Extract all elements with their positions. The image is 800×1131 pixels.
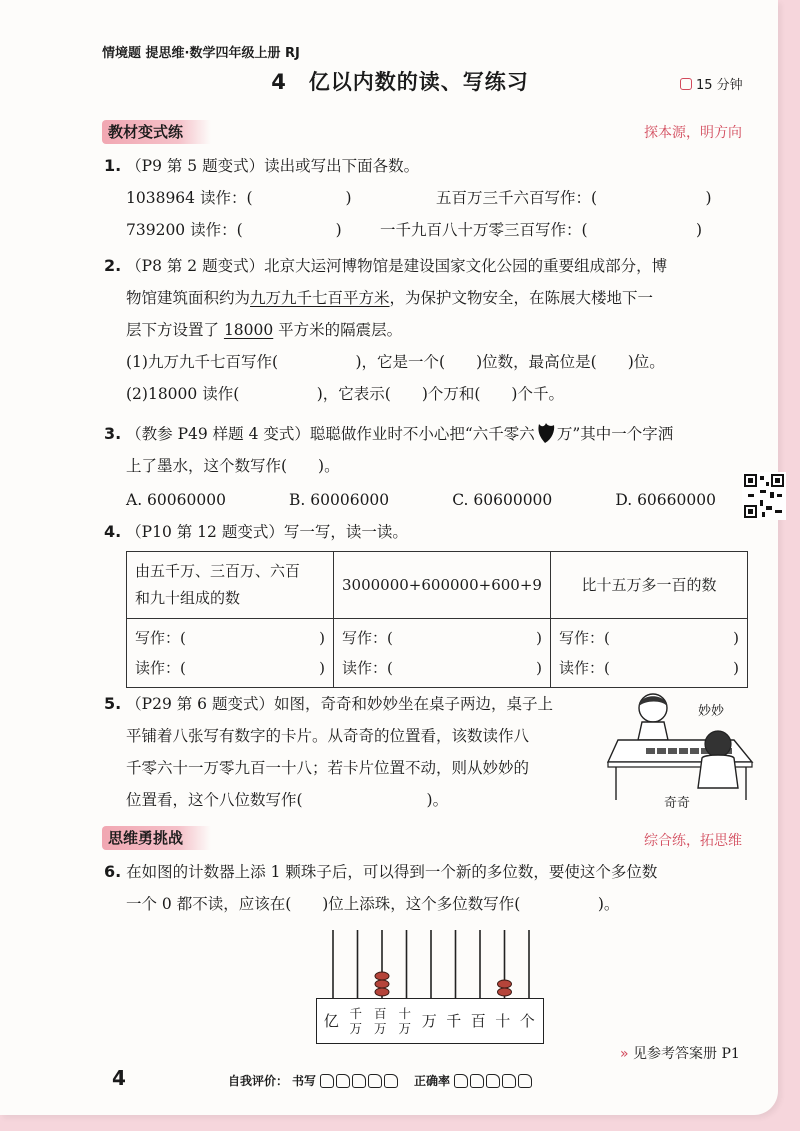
clock-icon [680,78,692,90]
self-eval-label: 自我评价： [228,1074,289,1088]
ink-blot-icon [536,422,556,444]
question-number: 6. [104,862,122,881]
question-text: （P9 第 5 题变式）读出或写出下面各数。 [126,157,420,175]
text-segment: 平方米的隔震层。 [273,321,403,339]
answer-reference-text: 见参考答案册 P1 [633,1046,740,1062]
q5-illustration [606,688,756,810]
write-label: 写作：( [558,629,610,647]
question-number: 5. [104,694,122,713]
thumbs-up-icon[interactable] [320,1074,334,1088]
close-paren: ) [536,659,542,677]
abacus-bead [498,988,512,996]
accuracy-label: 正确率 [414,1074,451,1088]
abacus-place-label: 百 万 [373,1006,387,1036]
thumbs-up-icon[interactable] [384,1074,398,1088]
text-segment: 物馆建筑面积约为 [126,289,251,307]
table-header-row [127,552,748,619]
question-5-line-4: 位置看，这个八位数写作( )。 [126,791,449,809]
table-header-cell: 3000000+600000+600+9 [334,552,551,619]
option-d: D. 60660000 [615,491,716,509]
abacus-place-label: 个 [519,1012,535,1030]
answer-reference [620,1043,740,1063]
table-header-cell: 比十五万多一百的数 [550,552,747,619]
table-header-cell [127,552,334,619]
question-3-line-1 [104,422,673,444]
series-title: 情境题 提思维·数学四年级上册 RJ [102,46,300,61]
abacus-bead [375,972,389,980]
write-label: 写作：( [135,629,186,647]
question-text: （教参 P49 样题 4 变式）聪聪做作业时不小心把“六千零六 [126,425,535,443]
thumbs-up-icon[interactable] [336,1074,350,1088]
question-4-stem [104,522,408,542]
section-tagline-textbook: 探本源，明方向 [644,125,742,141]
question-5-line-2: 平铺着八张写有数字的卡片。从奇奇的位置看，该数读作八 [126,727,530,745]
read-label: 读作：( [135,659,186,677]
double-chevron-icon: » [620,1046,629,1062]
thumbs-up-icon[interactable] [470,1074,484,1088]
section-label-challenge: 思维勇挑战 [102,826,211,850]
thumbs-up-icon[interactable] [502,1074,516,1088]
writing-label: 书写 [292,1074,317,1088]
abacus-place-label: 亿 [323,1012,339,1030]
page-number: 4 [112,1066,126,1090]
abacus-place-label: 千 万 [349,1006,362,1036]
abacus-place-label: 万 [421,1012,437,1030]
read-label: 读作：( [342,659,393,677]
question-2-line-2 [126,288,653,308]
question-number: 4. [104,522,122,541]
abacus-base [316,998,544,1044]
close-paren: ) [536,629,542,647]
close-paren: ) [319,629,325,647]
time-estimate [680,74,743,93]
abacus-place-label: 十 [495,1012,511,1030]
label-miaomiao: 妙妙 [698,704,725,719]
section-tagline-challenge: 综合练，拓思维 [644,833,742,849]
q3-options [126,490,716,510]
abacus-bead [375,980,389,988]
question-number: 1. [104,156,122,175]
read-label: 读作：( [558,659,610,677]
thumbs-up-icon[interactable] [352,1074,366,1088]
question-2-line-1 [104,256,667,276]
lesson-title: 4 亿以内数的读、写练习 [271,70,529,94]
question-6-line-2: 一个 0 都不读，应该在( )位上添珠，这个多位数写作( )。 [126,895,620,913]
writing-rating[interactable] [320,1074,398,1088]
text-segment: 层下方设置了 [126,321,224,339]
question-number: 2. [104,256,122,275]
abacus-place-label: 十 万 [398,1006,411,1036]
write-label: 写作：( [342,629,393,647]
abacus-bead [375,988,389,996]
thumbs-up-icon[interactable] [454,1074,468,1088]
question-5-line-3: 千零六十一万零九百一十八；若卡片位置不动，则从妙妙的 [126,759,530,777]
answer-cell [550,619,747,688]
question-number: 3. [104,424,122,443]
time-text: 15 分钟 [696,78,743,93]
question-2-line-3 [126,320,402,340]
abacus-place-label: 千 [446,1012,462,1030]
q1-item-a-write: 五百万三千六百写作：( ) [436,189,712,207]
q4-table [126,551,748,688]
question-6-line-1 [104,862,657,882]
q2-subquestion-1: (1)九万九千七百写作( )，它是一个( )位数，最高位是( )位。 [126,353,665,371]
q1-item-b-write: 一千九百八十万零三百写作：( ) [380,221,703,239]
q1-item-a-read: 1038964 读作：( ) [126,189,352,207]
question-1-stem [104,156,419,176]
accuracy-rating[interactable] [454,1074,532,1088]
question-text: 在如图的计数器上添 1 颗珠子后，可以得到一个新的多位数，要使这个多位数 [126,863,658,881]
abacus-bead [498,980,512,988]
table-row [127,619,748,688]
answer-cell [127,619,334,688]
abacus [312,928,548,1050]
question-text: （P8 第 2 题变式）北京大运河博物馆是建设国家文化公园的重要组成部分，博 [126,257,668,275]
answer-cell [334,619,551,688]
underlined-number: 18000 [223,321,274,339]
close-paren: ) [733,629,739,647]
question-text: 万”其中一个字洒 [556,425,674,443]
header-line: 和九十组成的数 [135,589,241,607]
thumbs-up-icon[interactable] [518,1074,532,1088]
text-segment: ，为保护文物安全，在陈展大楼地下一 [389,289,654,307]
question-text: （P10 第 12 题变式）写一写，读一读。 [126,523,408,541]
self-evaluation [228,1072,544,1089]
question-5-line-1 [104,694,553,714]
option-b: B. 60006000 [289,491,390,509]
q2-subquestion-2: (2)18000 读作( )，它表示( )个万和( )个千。 [126,385,564,403]
header-line: 由五千万、三百万、六百 [135,562,301,580]
section-label-textbook: 教材变式练 [102,120,211,144]
q1-item-b-read: 739200 读作：( ) [126,221,342,239]
close-paren: ) [319,659,325,677]
label-qiqi: 奇奇 [664,796,691,811]
underlined-area: 九万九千七百平方米 [250,289,390,307]
option-a: A. 60060000 [126,491,226,509]
close-paren: ) [733,659,739,677]
thumbs-up-icon[interactable] [486,1074,500,1088]
option-c: C. 60600000 [452,491,553,509]
thumbs-up-icon[interactable] [368,1074,382,1088]
question-3-line-2: 上了墨水，这个数写作( )。 [126,457,340,475]
qr-code-icon [742,472,786,520]
abacus-place-label: 百 [470,1012,486,1030]
question-text: （P29 第 6 题变式）如图，奇奇和妙妙坐在桌子两边，桌子上 [126,695,553,713]
